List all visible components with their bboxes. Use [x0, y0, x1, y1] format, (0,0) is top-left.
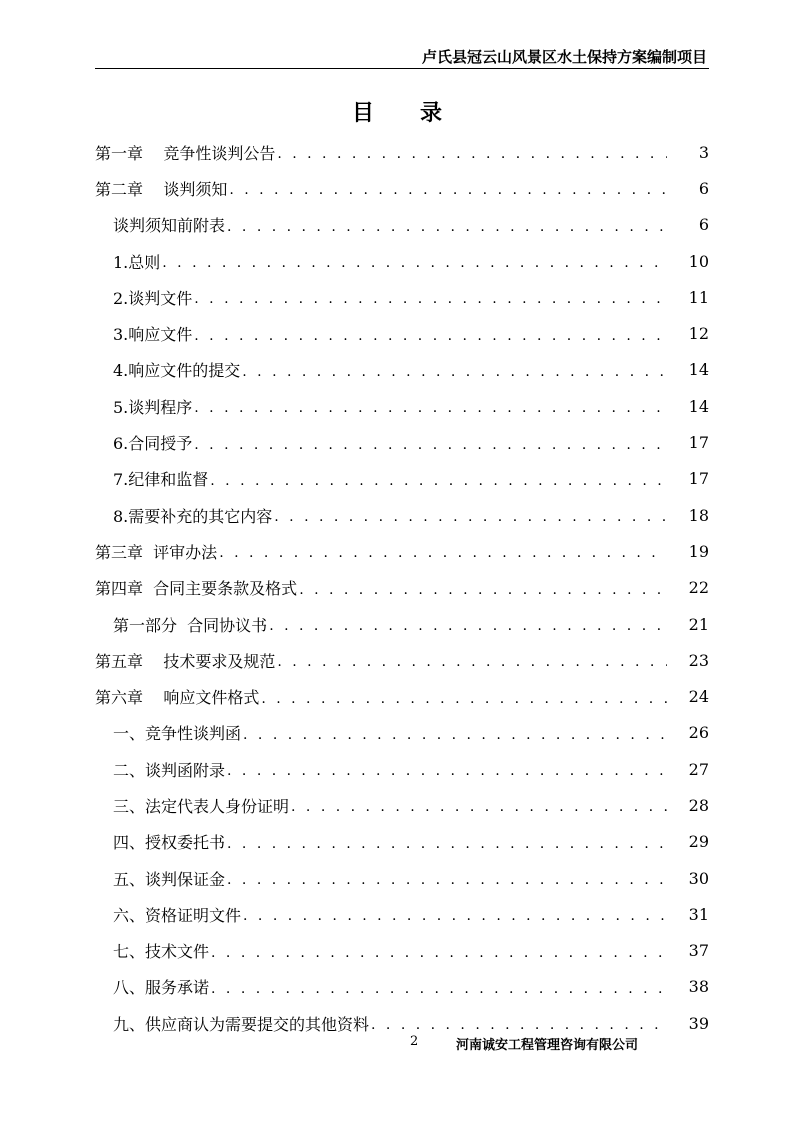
title-char-left: 目: [351, 100, 374, 126]
toc-entry-page: 39: [688, 1013, 709, 1033]
toc-entry-page: 28: [688, 795, 709, 815]
toc-entry-label: 二、谈判函附录: [113, 760, 226, 780]
header-title: 卢氏县冠云山风景区水土保持方案编制项目: [421, 48, 707, 66]
toc-entry-label: 谈判须知前附表: [113, 216, 226, 236]
toc-entry-label: 7.纪律和监督: [113, 470, 209, 490]
toc-entry[interactable]: [95, 134, 709, 170]
toc-entry-page: 11: [688, 287, 709, 307]
toc-leader-dots: [227, 837, 667, 851]
toc-entry-page: 24: [688, 687, 709, 707]
toc-entry-label: 七、技术文件: [113, 942, 210, 962]
toc-entry[interactable]: [95, 896, 709, 932]
title-char-right: 录: [420, 100, 443, 126]
toc-leader-dots: [277, 655, 667, 669]
toc-entry-page: 10: [688, 251, 709, 271]
footer-organization: 河南诚安工程管理咨询有限公司: [456, 1038, 639, 1053]
toc-entry[interactable]: [95, 352, 709, 388]
toc-entry-label: 5.谈判程序: [113, 397, 193, 417]
toc-entry-label: 第一章 竞争性谈判公告: [95, 143, 276, 163]
toc-leader-dots: [269, 619, 667, 633]
toc-leader-dots: [227, 873, 667, 887]
toc-entry[interactable]: [95, 678, 709, 714]
toc-leader-dots: [194, 292, 667, 306]
toc-entry-page: 37: [688, 941, 709, 961]
toc-leader-dots: [261, 692, 667, 706]
toc-leader-dots: [194, 401, 667, 415]
toc-entry-label: 第六章 响应文件格式: [95, 688, 260, 708]
toc-entry-label: 五、谈判保证金: [113, 869, 226, 889]
toc-entry-page: 27: [688, 759, 709, 779]
toc-entry-page: 17: [688, 433, 709, 453]
toc-entry[interactable]: [95, 207, 709, 243]
toc-entry-page: 22: [688, 578, 709, 598]
toc-entry[interactable]: [95, 570, 709, 606]
toc-entry[interactable]: [95, 824, 709, 860]
toc-entry-page: 38: [688, 977, 709, 997]
toc-entry-label: 第四章 合同主要条款及格式: [95, 579, 298, 599]
toc-entry-page: 23: [688, 650, 709, 670]
toc-entry[interactable]: [95, 642, 709, 678]
toc-entry[interactable]: [95, 461, 709, 497]
toc-entry-page: 30: [688, 868, 709, 888]
toc-entry-page: 14: [688, 396, 709, 416]
toc-entry-page: 21: [688, 614, 709, 634]
table-of-contents: [95, 134, 709, 1041]
toc-entry[interactable]: [95, 751, 709, 787]
toc-entry-page: 26: [688, 723, 709, 743]
toc-entry[interactable]: [95, 243, 709, 279]
toc-leader-dots: [210, 474, 667, 488]
toc-leader-dots: [227, 220, 667, 234]
toc-entry-page: 12: [688, 324, 709, 344]
toc-entry-page: 17: [688, 469, 709, 489]
toc-entry-page: 14: [688, 360, 709, 380]
toc-leader-dots: [194, 329, 667, 343]
toc-entry-page: 29: [688, 832, 709, 852]
toc-leader-dots: [277, 147, 667, 161]
toc-entry[interactable]: [95, 315, 709, 351]
toc-entry-label: 4.响应文件的提交: [113, 361, 241, 381]
page-header: [95, 44, 709, 69]
toc-entry-label: 6.合同授予: [113, 434, 193, 454]
toc-entry[interactable]: [95, 533, 709, 569]
toc-leader-dots: [274, 510, 667, 524]
toc-entry-label: 一、竞争性谈判函: [113, 724, 242, 744]
toc-entry-page: 6: [698, 215, 709, 235]
toc-leader-dots: [219, 546, 667, 560]
toc-entry[interactable]: [95, 424, 709, 460]
toc-entry-label: 第一部分 合同协议书: [113, 615, 268, 635]
toc-leader-dots: [243, 909, 667, 923]
toc-leader-dots: [299, 583, 667, 597]
toc-leader-dots: [162, 256, 667, 270]
toc-leader-dots: [371, 1018, 667, 1032]
toc-leader-dots: [227, 764, 667, 778]
toc-entry[interactable]: [95, 606, 709, 642]
footer-page-number: 2: [410, 1034, 419, 1049]
toc-entry-label: 2.谈判文件: [113, 288, 193, 308]
toc-entry-page: 6: [698, 178, 709, 198]
toc-leader-dots: [194, 438, 667, 452]
toc-leader-dots: [291, 800, 667, 814]
toc-entry-label: 第三章 评审办法: [95, 542, 218, 562]
toc-entry-label: 1.总则: [113, 252, 161, 272]
toc-entry[interactable]: [95, 497, 709, 533]
toc-entry[interactable]: [95, 860, 709, 896]
toc-entry[interactable]: [95, 170, 709, 206]
toc-entry-page: 18: [688, 505, 709, 525]
toc-entry-label: 第五章 技术要求及规范: [95, 651, 276, 671]
toc-entry-label: 四、授权委托书: [113, 833, 226, 853]
toc-entry[interactable]: [95, 787, 709, 823]
toc-entry-label: 三、法定代表人身份证明: [113, 796, 290, 816]
page-title: [0, 96, 794, 127]
toc-entry-page: 19: [688, 541, 709, 561]
toc-leader-dots: [211, 946, 667, 960]
toc-entry-label: 第二章 谈判须知: [95, 179, 228, 199]
toc-entry-label: 六、资格证明文件: [113, 905, 242, 925]
toc-entry[interactable]: [95, 279, 709, 315]
toc-entry-label: 九、供应商认为需要提交的其他资料: [113, 1014, 370, 1034]
toc-leader-dots: [229, 183, 667, 197]
toc-entry[interactable]: [95, 969, 709, 1005]
toc-entry[interactable]: [95, 933, 709, 969]
toc-leader-dots: [242, 365, 667, 379]
toc-entry-label: 8.需要补充的其它内容: [113, 506, 273, 526]
toc-leader-dots: [243, 728, 667, 742]
toc-entry[interactable]: [95, 715, 709, 751]
toc-entry-label: 3.响应文件: [113, 325, 193, 345]
toc-entry-page: 31: [688, 904, 709, 924]
toc-entry[interactable]: [95, 388, 709, 424]
toc-entry-page: 3: [698, 142, 709, 162]
toc-leader-dots: [211, 982, 667, 996]
toc-entry-label: 八、服务承诺: [113, 978, 210, 998]
